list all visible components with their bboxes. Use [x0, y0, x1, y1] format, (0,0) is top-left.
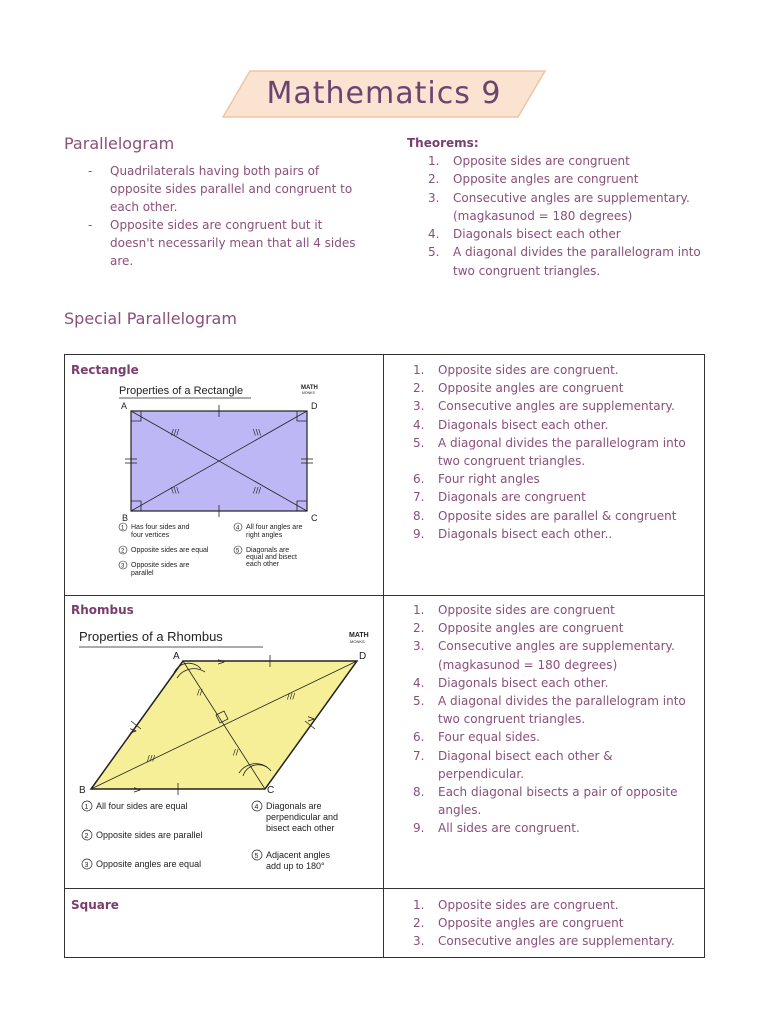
list-item: 9. Diagonals bisect each other..	[413, 526, 613, 541]
svg-text:four vertices: four vertices	[131, 532, 170, 539]
svg-text://: //	[197, 688, 203, 697]
svg-text:>: >	[307, 714, 316, 725]
list-item: 8. Each diagonal bisects a pair of opposite angles.	[413, 785, 678, 818]
rectangle-figure-title: Properties of a Rectangle	[119, 385, 244, 397]
title-banner	[222, 70, 546, 118]
mathmonks-logo-sub: MONKS	[302, 391, 315, 395]
rhombus-prop: Adjacent angles	[266, 850, 331, 860]
svg-text:///: ///	[147, 754, 156, 763]
mathmonks-logo: MATH	[349, 632, 369, 639]
list-item: 2. Opposite angles are congruent	[413, 621, 624, 636]
svg-text://: //	[233, 748, 239, 757]
list-item: 4. Diagonals bisect each other.	[413, 675, 609, 690]
rhombus-prop: Opposite angles are equal	[96, 859, 202, 869]
table-divider	[383, 355, 384, 957]
svg-text:>: >	[133, 785, 142, 796]
mathmonks-logo-sub: MONKS	[350, 639, 365, 644]
theorem-item: 4. Diagonals bisect each other	[428, 227, 621, 242]
list-item: 3. Consecutive angles are supplementary.	[413, 934, 675, 949]
svg-text:each other: each other	[246, 561, 280, 568]
list-item: 4. Diagonals bisect each other.	[413, 417, 609, 432]
rhombus-properties-list	[413, 601, 701, 838]
rhombus-prop: All four sides are equal	[96, 801, 188, 811]
vertex-label: D	[359, 651, 367, 662]
parallelogram-point: - Opposite sides are congruent but it doesn't necessarily mean that all 4 sides are.	[88, 216, 368, 270]
mathmonks-logo: MATH	[301, 385, 318, 391]
theorems-title: Theorems:	[407, 136, 479, 150]
special-parallelogram-table	[64, 354, 705, 958]
rhombus-prop: Opposite sides are parallel	[96, 830, 203, 840]
svg-text:perpendicular and: perpendicular and	[266, 812, 339, 822]
rectangle-prop: All four angles are	[246, 524, 303, 531]
vertex-label: C	[311, 513, 318, 523]
rectangle-figure	[71, 377, 327, 577]
svg-text:bisect each other: bisect each other	[266, 823, 335, 833]
square-properties-list	[413, 896, 701, 951]
list-item: 1. Opposite sides are congruent.	[413, 898, 619, 912]
special-parallelogram-heading: Special Parallelogram	[64, 309, 237, 328]
rhombus-prop: Diagonals are	[266, 801, 322, 811]
page-title: Mathematics 9	[266, 76, 502, 111]
list-item: 2. Opposite angles are congruent	[413, 381, 624, 396]
svg-text:1: 1	[121, 525, 125, 532]
svg-text:5: 5	[254, 853, 259, 860]
vertex-label: A	[173, 651, 180, 662]
svg-text:2: 2	[121, 548, 125, 555]
rhombus-figure	[73, 621, 373, 883]
list-item: 5. A diagonal divides the parallelogram into two congruent triangles.	[413, 694, 686, 727]
list-item: 9. All sides are congruent.	[413, 821, 580, 836]
table-divider	[65, 888, 704, 889]
list-item: 1. Opposite sides are congruent.	[413, 363, 619, 377]
svg-text:1: 1	[84, 804, 89, 811]
vertex-label: B	[79, 785, 86, 796]
parallelogram-points	[88, 162, 368, 270]
theorem-item: 3. Consecutive angles are supplementary. (magkasunod = 180 degrees)	[428, 190, 690, 223]
list-item: 6. Four equal sides.	[413, 730, 540, 745]
list-item: 7. Diagonal bisect each other & perpendicular.	[413, 748, 613, 781]
list-item: 5. A diagonal divides the parallelogram into two congruent triangles.	[413, 435, 686, 469]
list-item: 3. Consecutive angles are supplementary. (magkasunod = 180 degrees)	[413, 639, 675, 672]
svg-text:5: 5	[236, 548, 240, 555]
rhombus-label: Rhombus	[71, 603, 134, 617]
list-item: 7. Diagonals are congruent	[413, 490, 586, 505]
svg-text:right angles: right angles	[246, 532, 283, 539]
svg-text:///: ///	[287, 692, 296, 701]
rhombus-figure-title: Properties of a Rhombus	[79, 629, 223, 644]
svg-text:4: 4	[254, 804, 259, 811]
svg-text:2: 2	[84, 833, 89, 840]
rectangle-properties-list	[413, 361, 701, 543]
theorems-list	[428, 152, 718, 280]
svg-text:4: 4	[236, 525, 240, 532]
svg-text:add up to 180°: add up to 180°	[266, 861, 325, 871]
list-item: 3. Consecutive angles are supplementary.	[413, 399, 675, 414]
vertex-label: B	[122, 513, 129, 523]
rectangle-label: Rectangle	[71, 363, 139, 377]
theorem-item: 1. Opposite sides are congruent	[428, 154, 630, 168]
svg-text:3: 3	[121, 563, 125, 570]
rectangle-prop: Opposite sides are	[131, 562, 190, 569]
parallelogram-heading: Parallelogram	[64, 134, 175, 153]
vertex-label: D	[311, 401, 318, 411]
svg-text:equal and bisect: equal and bisect	[246, 554, 297, 561]
vertex-label: C	[267, 785, 275, 796]
svg-text:///: ///	[253, 486, 262, 495]
list-item: 6. Four right angles	[413, 472, 540, 487]
parallelogram-point: - Quadrilaterals having both pairs of opposite sides parallel and congruent to each other.	[88, 162, 368, 216]
table-divider	[65, 595, 704, 596]
svg-text:\\\: \\\	[171, 486, 180, 495]
square-label: Square	[71, 898, 119, 912]
svg-text:\\\: \\\	[253, 428, 262, 437]
theorem-item: 5. A diagonal divides the parallelogram into two congruent triangles.	[428, 245, 701, 278]
theorem-item: 2. Opposite angles are congruent	[428, 172, 639, 187]
rectangle-prop: Opposite sides are equal	[131, 547, 209, 554]
list-item: 8. Opposite sides are parallel & congruent	[413, 508, 677, 523]
svg-text:parallel: parallel	[131, 570, 154, 577]
rectangle-prop: Diagonals are	[246, 547, 290, 554]
vertex-label: A	[121, 401, 128, 411]
svg-text:///: ///	[171, 428, 180, 437]
list-item: 1. Opposite sides are congruent	[413, 603, 615, 617]
svg-text:>: >	[217, 657, 226, 668]
svg-text:>: >	[129, 726, 138, 737]
svg-text:3: 3	[84, 862, 89, 869]
rectangle-prop: Has four sides and	[131, 524, 190, 531]
list-item: 2. Opposite angles are congruent	[413, 916, 624, 931]
